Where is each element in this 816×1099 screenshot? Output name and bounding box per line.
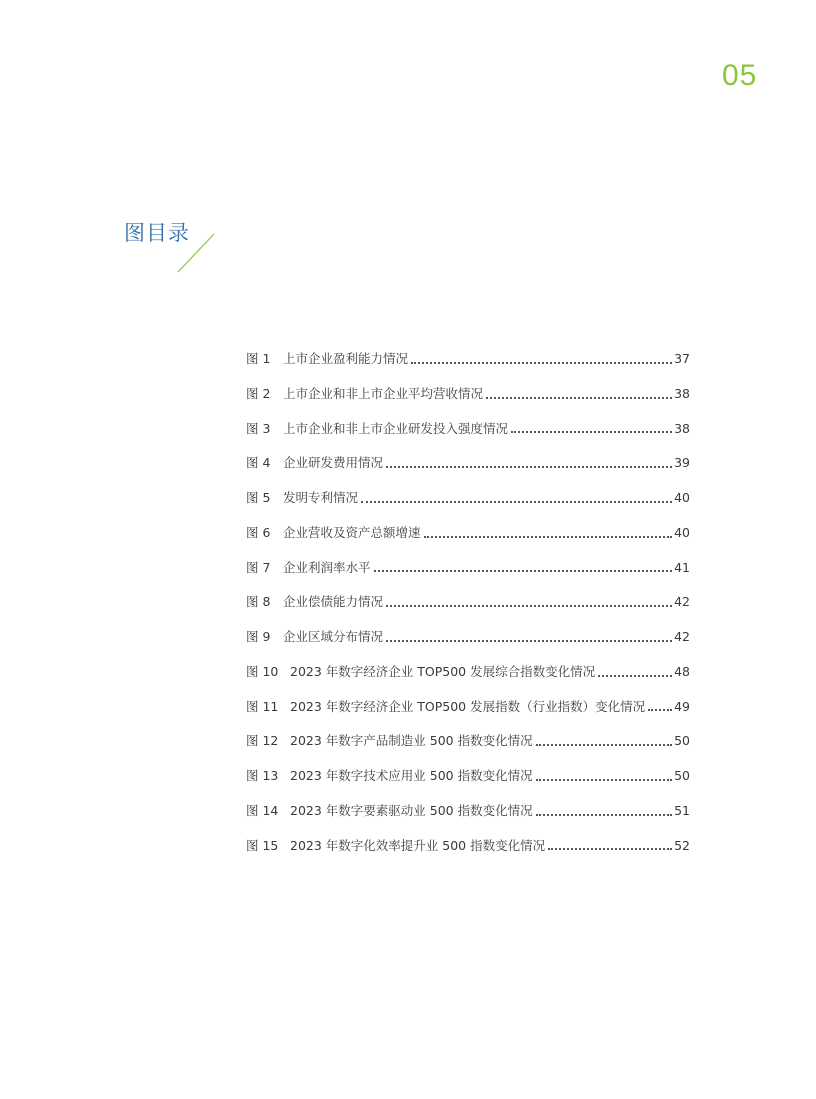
- toc-entry-title: 上市企业和非上市企业平均营收情况: [283, 385, 484, 401]
- toc-entry-title: 发明专利情况: [283, 490, 359, 505]
- toc-entry-title: 2023 年数字要素驱动业 500 指数变化情况: [290, 802, 533, 818]
- toc-entry-label: 图 4: [246, 455, 271, 471]
- toc-entry[interactable]: [246, 516, 690, 551]
- toc-entry-label: 图 8: [246, 594, 271, 610]
- toc-entry-label: 图 3: [246, 420, 271, 436]
- toc-entry-page-number: 50: [674, 733, 690, 749]
- toc-entry[interactable]: [246, 829, 690, 864]
- toc-entry-title: 企业区域分布情况: [283, 629, 384, 644]
- toc-entry-page-number: 50: [674, 768, 690, 783]
- toc-entry[interactable]: [246, 724, 690, 759]
- toc-entry[interactable]: [246, 585, 690, 620]
- toc-entry-page-number: 40: [674, 490, 690, 505]
- toc-entry-page-number: 38: [674, 385, 690, 401]
- dot-leader: [361, 500, 672, 503]
- toc-entry-title: 企业营收及资产总额增速: [283, 524, 421, 540]
- toc-entry[interactable]: [246, 446, 690, 481]
- toc-entry-page-number: 48: [674, 663, 690, 679]
- toc-entry-title: 上市企业盈利能力情况: [283, 351, 409, 366]
- toc-entry-page-number: 49: [674, 698, 690, 714]
- dot-leader: [511, 430, 672, 433]
- dot-leader: [424, 535, 672, 538]
- toc-entry-title: 企业偿债能力情况: [283, 594, 384, 610]
- toc-entry-page-number: 41: [674, 559, 690, 575]
- toc-entry-label: 图 11: [246, 698, 279, 714]
- toc-entry-label: 图 9: [246, 629, 271, 644]
- toc-entry[interactable]: [246, 377, 690, 412]
- toc-entry-title: 企业研发费用情况: [283, 455, 384, 471]
- title-decoration-slash: [176, 232, 216, 274]
- toc-entry-page-number: 42: [674, 629, 690, 644]
- toc-entry-title: 2023 年数字化效率提升业 500 指数变化情况: [290, 837, 546, 853]
- toc-entry-page-number: 52: [674, 837, 690, 853]
- toc-entry[interactable]: [246, 620, 690, 655]
- page-number: 05: [722, 59, 758, 92]
- toc-entry-page-number: 39: [674, 455, 690, 471]
- dot-leader: [386, 604, 672, 607]
- toc-entry-page-number: 37: [674, 351, 690, 366]
- toc-entry-label: 图 12: [246, 733, 279, 749]
- dot-leader: [536, 778, 672, 781]
- toc-entry-label: 图 15: [246, 837, 279, 853]
- toc-entry-label: 图 1: [246, 351, 271, 366]
- toc-entry[interactable]: [246, 481, 690, 516]
- dot-leader: [536, 743, 672, 746]
- figure-list: [246, 342, 690, 863]
- toc-entry-title: 2023 年数字经济企业 TOP500 发展指数（行业指数）变化情况: [290, 698, 646, 714]
- dot-leader: [374, 569, 672, 572]
- toc-entry-label: 图 5: [246, 490, 271, 505]
- toc-entry[interactable]: [246, 690, 690, 725]
- toc-entry-title: 2023 年数字经济企业 TOP500 发展综合指数变化情况: [290, 663, 596, 679]
- toc-entry-page-number: 38: [674, 420, 690, 436]
- toc-entry-label: 图 14: [246, 802, 279, 818]
- toc-entry-label: 图 13: [246, 768, 279, 783]
- toc-entry-label: 图 2: [246, 385, 271, 401]
- dot-leader: [548, 847, 672, 850]
- toc-entry[interactable]: [246, 412, 690, 447]
- dot-leader: [536, 813, 672, 816]
- toc-entry-label: 图 10: [246, 663, 279, 679]
- dot-leader: [386, 465, 672, 468]
- dot-leader: [411, 361, 672, 364]
- dot-leader: [648, 708, 672, 711]
- page-title: 图目录: [124, 221, 190, 245]
- toc-entry-page-number: 42: [674, 594, 690, 610]
- dot-leader: [486, 396, 672, 399]
- toc-entry[interactable]: [246, 794, 690, 829]
- dot-leader: [386, 639, 672, 642]
- toc-entry-title: 2023 年数字技术应用业 500 指数变化情况: [290, 768, 533, 783]
- toc-entry-page-number: 51: [674, 802, 690, 818]
- toc-entry[interactable]: [246, 551, 690, 586]
- toc-entry[interactable]: [246, 342, 690, 377]
- toc-entry-label: 图 6: [246, 524, 271, 540]
- toc-entry-title: 上市企业和非上市企业研发投入强度情况: [283, 420, 509, 436]
- toc-entry-page-number: 40: [674, 524, 690, 540]
- toc-entry[interactable]: [246, 655, 690, 690]
- toc-entry-label: 图 7: [246, 559, 271, 575]
- dot-leader: [598, 674, 672, 677]
- toc-entry-title: 企业利润率水平: [283, 559, 371, 575]
- toc-entry-title: 2023 年数字产品制造业 500 指数变化情况: [290, 733, 533, 749]
- toc-entry[interactable]: [246, 759, 690, 794]
